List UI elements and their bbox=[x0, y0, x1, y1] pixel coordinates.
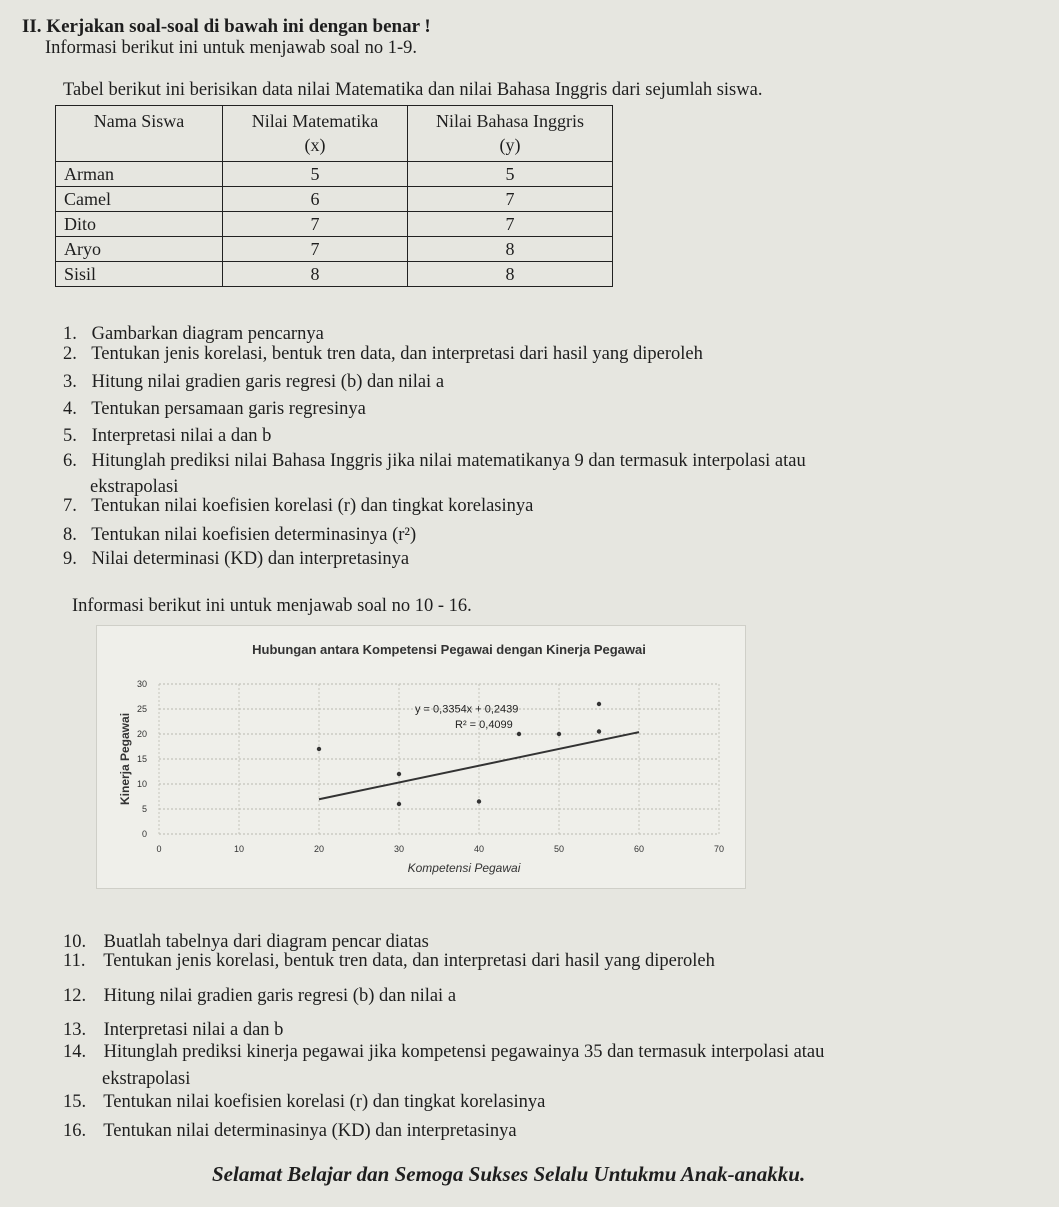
question-item bbox=[63, 986, 456, 1007]
cell-english: 5 bbox=[408, 162, 613, 187]
cell-name: Arman bbox=[56, 162, 223, 187]
table-row bbox=[56, 237, 613, 262]
question-item bbox=[63, 324, 324, 345]
x-tick-label: 30 bbox=[393, 844, 405, 854]
scatter-chart bbox=[96, 625, 746, 889]
table-intro: Tabel berikut ini berisikan data nilai Matematika dan nilai Bahasa Inggris dari sejumlah siswa. bbox=[63, 80, 763, 100]
question-text: Tentukan nilai determinasinya (KD) dan interpretasinya bbox=[103, 1121, 517, 1141]
question-number: 6. bbox=[63, 451, 77, 471]
cell-math: 6 bbox=[223, 187, 408, 212]
question-number: 9. bbox=[63, 549, 77, 569]
col-header-english-var: (y) bbox=[499, 135, 521, 155]
question-number: 5. bbox=[63, 426, 77, 446]
question-number: 1. bbox=[63, 324, 77, 344]
data-point bbox=[477, 799, 481, 803]
col-header-english bbox=[408, 106, 613, 162]
question-number: 14. bbox=[63, 1042, 87, 1062]
col-header-english-text: Nilai Bahasa Inggris bbox=[436, 111, 584, 131]
question-text: Tentukan jenis korelasi, bentuk tren data, dan interpretasi dari hasil yang diperoleh bbox=[103, 951, 715, 971]
data-point bbox=[397, 802, 401, 806]
question-number: 15. bbox=[63, 1092, 87, 1112]
score-table bbox=[55, 105, 613, 287]
chart-title: Hubungan antara Kompetensi Pegawai dengan Kinerja Pegawai bbox=[252, 642, 646, 657]
question-text: Hitung nilai gradien garis regresi (b) dan nilai a bbox=[91, 372, 445, 392]
question-item bbox=[63, 1020, 283, 1041]
question-number: 4. bbox=[63, 399, 77, 419]
cell-name: Dito bbox=[56, 212, 223, 237]
question-item bbox=[63, 1042, 824, 1063]
question-text: Hitunglah prediksi kinerja pegawai jika kompetensi pegawainya 35 dan termasuk interpolasi atau bbox=[103, 1042, 825, 1062]
question-item bbox=[63, 451, 806, 472]
trendline-equation: y = 0,3354x + 0,2439 bbox=[415, 703, 519, 716]
question-number: 10. bbox=[63, 932, 87, 952]
col-header-math-text: Nilai Matematika bbox=[251, 111, 379, 131]
question-number: 13. bbox=[63, 1020, 87, 1040]
question-item bbox=[63, 426, 271, 447]
scatter-chart-svg bbox=[97, 626, 745, 888]
section-heading: II. Kerjakan soal-soal di bawah ini dengan benar ! bbox=[22, 16, 431, 37]
question-item bbox=[63, 344, 703, 365]
question-number: 7. bbox=[63, 496, 77, 516]
y-tick-label: 30 bbox=[136, 679, 147, 689]
col-header-name bbox=[56, 106, 223, 162]
question-item bbox=[63, 372, 444, 393]
question-text: Buatlah tabelnya dari diagram pencar diatas bbox=[103, 932, 429, 952]
x-tick-label: 40 bbox=[473, 844, 485, 854]
question-text: Gambarkan diagram pencarnya bbox=[91, 324, 324, 344]
x-tick-label: 10 bbox=[233, 844, 245, 854]
table-row bbox=[56, 262, 613, 287]
cell-name: Camel bbox=[56, 187, 223, 212]
info-2: Informasi berikut ini untuk menjawab soal no 10 - 16. bbox=[72, 596, 472, 616]
x-axis-label: Kompetensi Pegawai bbox=[407, 861, 521, 875]
question-item bbox=[63, 1092, 545, 1113]
y-tick-label: 25 bbox=[136, 704, 147, 714]
question-item bbox=[63, 549, 409, 570]
x-tick-label: 0 bbox=[156, 844, 162, 854]
question-item bbox=[63, 525, 416, 546]
cell-english: 7 bbox=[408, 212, 613, 237]
question-number: 2. bbox=[63, 344, 77, 364]
question-number: 3. bbox=[63, 372, 77, 392]
col-header-math bbox=[223, 106, 408, 162]
data-point bbox=[517, 732, 521, 736]
question-item bbox=[63, 932, 429, 953]
y-axis-label: Kinerja Pegawai bbox=[118, 712, 132, 806]
y-tick-label: 10 bbox=[136, 779, 147, 789]
question-item bbox=[63, 951, 715, 972]
question-item bbox=[63, 496, 533, 517]
question-item bbox=[63, 1121, 517, 1142]
x-tick-label: 50 bbox=[553, 844, 565, 854]
table-row bbox=[56, 162, 613, 187]
question-text: Tentukan nilai koefisien korelasi (r) dan tingkat korelasinya bbox=[103, 1092, 546, 1112]
question-text: Hitung nilai gradien garis regresi (b) dan nilai a bbox=[103, 986, 457, 1006]
question-item bbox=[63, 399, 366, 420]
question-continuation: ekstrapolasi bbox=[90, 477, 179, 497]
question-text: Tentukan nilai koefisien korelasi (r) dan tingkat korelasinya bbox=[91, 496, 534, 516]
cell-math: 5 bbox=[223, 162, 408, 187]
closing-message: Selamat Belajar dan Semoga Sukses Selalu Untukmu Anak-anakku. bbox=[212, 1162, 806, 1186]
col-header-math-var: (x) bbox=[304, 135, 326, 155]
cell-math: 7 bbox=[223, 237, 408, 262]
info-1: Informasi berikut ini untuk menjawab soal no 1-9. bbox=[45, 38, 417, 58]
table-header-row bbox=[56, 106, 613, 162]
y-tick-label: 15 bbox=[136, 754, 147, 764]
y-tick-label: 0 bbox=[141, 829, 147, 839]
question-text: Nilai determinasi (KD) dan interpretasinya bbox=[91, 549, 410, 569]
cell-english: 8 bbox=[408, 237, 613, 262]
x-tick-label: 20 bbox=[313, 844, 325, 854]
question-text: Interpretasi nilai a dan b bbox=[91, 426, 272, 446]
question-number: 8. bbox=[63, 525, 77, 545]
data-point bbox=[317, 747, 321, 751]
x-tick-label: 60 bbox=[633, 844, 645, 854]
data-point bbox=[597, 702, 601, 706]
data-point bbox=[397, 772, 401, 776]
cell-english: 7 bbox=[408, 187, 613, 212]
data-point bbox=[597, 729, 601, 733]
table-row bbox=[56, 212, 613, 237]
col-header-name-text: Nama Siswa bbox=[93, 111, 185, 131]
question-number: 16. bbox=[63, 1121, 87, 1141]
question-number: 12. bbox=[63, 986, 87, 1006]
question-text: Hitunglah prediksi nilai Bahasa Inggris jika nilai matematikanya 9 dan termasuk interpolasi atau bbox=[91, 451, 806, 471]
question-number: 11. bbox=[63, 951, 86, 971]
y-tick-label: 20 bbox=[136, 729, 147, 739]
table-row bbox=[56, 187, 613, 212]
cell-name: Aryo bbox=[56, 237, 223, 262]
question-text: Interpretasi nilai a dan b bbox=[103, 1020, 284, 1040]
r-squared-label: R² = 0,4099 bbox=[455, 719, 513, 731]
question-text: Tentukan persamaan garis regresinya bbox=[91, 399, 366, 419]
data-point bbox=[557, 732, 561, 736]
cell-name: Sisil bbox=[56, 262, 223, 287]
cell-math: 7 bbox=[223, 212, 408, 237]
question-text: Tentukan jenis korelasi, bentuk tren data, dan interpretasi dari hasil yang diperoleh bbox=[91, 344, 703, 364]
question-continuation: ekstrapolasi bbox=[102, 1069, 191, 1089]
cell-english: 8 bbox=[408, 262, 613, 287]
y-tick-label: 5 bbox=[141, 804, 147, 814]
question-text: Tentukan nilai koefisien determinasinya (r²) bbox=[91, 525, 417, 545]
x-tick-label: 70 bbox=[713, 844, 725, 854]
cell-math: 8 bbox=[223, 262, 408, 287]
